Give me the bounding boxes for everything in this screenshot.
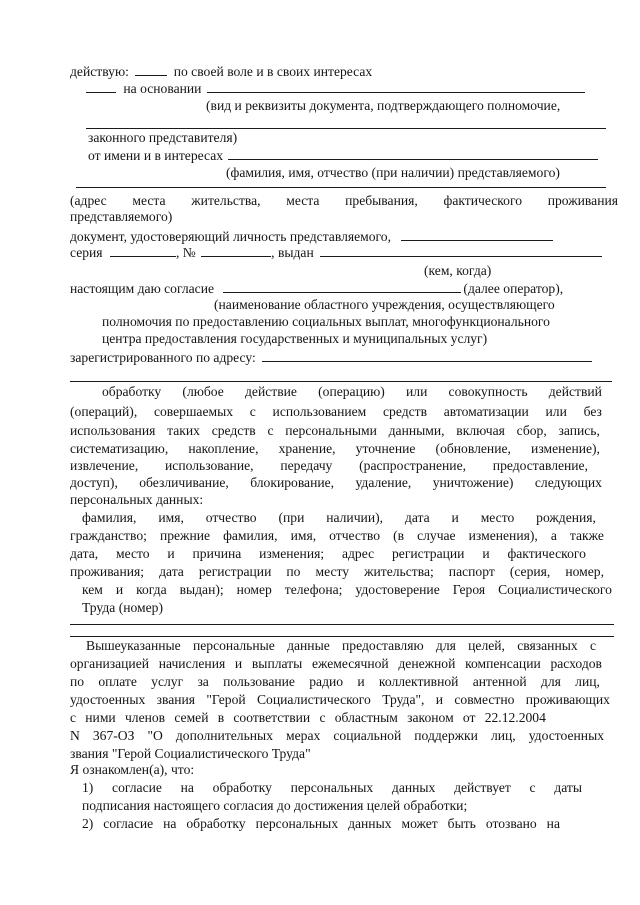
word: и bbox=[234, 656, 243, 671]
additional-data-field-2[interactable] bbox=[70, 636, 614, 637]
word: номер, bbox=[565, 564, 604, 579]
word: передачу bbox=[280, 458, 333, 473]
word: изменения; bbox=[259, 546, 325, 561]
word: места bbox=[132, 193, 166, 208]
word: средств bbox=[211, 423, 256, 438]
word: дата bbox=[404, 510, 430, 525]
word: компенсации bbox=[465, 656, 541, 671]
word: уничтожение) bbox=[432, 475, 514, 490]
word: законом bbox=[407, 710, 454, 725]
word: причина bbox=[192, 546, 242, 561]
word: данных bbox=[391, 780, 436, 795]
word: по bbox=[70, 674, 85, 689]
word: (адрес bbox=[70, 193, 107, 208]
data-list-line-5 bbox=[82, 582, 612, 598]
word: фамилия, bbox=[82, 510, 137, 525]
word: на bbox=[180, 780, 194, 795]
word: социальной bbox=[333, 728, 402, 743]
word: (обновление, bbox=[435, 441, 511, 456]
passport-line bbox=[70, 244, 602, 261]
word: 22.12.2004 bbox=[484, 710, 546, 725]
word: на bbox=[163, 816, 177, 831]
word: с bbox=[249, 404, 256, 419]
word: согласие bbox=[112, 780, 162, 795]
word: и bbox=[435, 692, 444, 707]
represented-address-field[interactable] bbox=[76, 187, 606, 188]
word: (в bbox=[393, 528, 405, 543]
word: и bbox=[451, 510, 459, 525]
word: сбор, bbox=[516, 423, 547, 438]
word: с bbox=[589, 638, 596, 653]
word: для bbox=[540, 674, 561, 689]
legal-representative-hint: законного представителя) bbox=[88, 130, 238, 145]
word: лиц, bbox=[575, 674, 600, 689]
registered-address-field-line-2[interactable] bbox=[70, 381, 612, 382]
purpose-line-1 bbox=[86, 638, 596, 654]
word: телефона; bbox=[284, 582, 343, 597]
word: с bbox=[267, 423, 274, 438]
purpose-line-4 bbox=[70, 692, 610, 708]
purpose-line-5 bbox=[70, 710, 546, 726]
registered-address-label: зарегистрированного по адресу: bbox=[70, 350, 256, 365]
additional-data-field-1[interactable] bbox=[70, 624, 614, 625]
word: соответствии bbox=[233, 710, 311, 725]
word: услуг bbox=[151, 674, 184, 689]
word: действий bbox=[548, 384, 602, 399]
word: за bbox=[197, 674, 209, 689]
word: дата bbox=[159, 564, 184, 579]
word: следующих bbox=[534, 475, 602, 490]
data-list-line-1 bbox=[82, 510, 596, 526]
word: лиц, bbox=[490, 728, 516, 743]
processing-line-6 bbox=[70, 475, 602, 491]
word: выплаты bbox=[251, 656, 303, 671]
word: удаление, bbox=[355, 475, 412, 490]
word: персональные bbox=[193, 638, 275, 653]
word: коллективной bbox=[378, 674, 459, 689]
word: рождения, bbox=[536, 510, 596, 525]
word: систематизацию, bbox=[70, 441, 169, 456]
word: действует bbox=[454, 780, 511, 795]
purpose-line-3 bbox=[70, 674, 600, 690]
word: расходов bbox=[550, 656, 602, 671]
word: место bbox=[115, 546, 150, 561]
word: паспорт bbox=[448, 564, 495, 579]
consent-label: настоящим даю согласие bbox=[70, 281, 215, 296]
word: включая bbox=[456, 423, 505, 438]
registered-address-line bbox=[70, 349, 592, 366]
word: фамилия, bbox=[223, 528, 278, 543]
operator-hint-1: (наименование областного учреждения, осуществляющего bbox=[214, 297, 555, 312]
word: совершаемых bbox=[153, 404, 234, 419]
word: случае bbox=[417, 528, 456, 543]
word: и bbox=[482, 546, 490, 561]
processing-line-3 bbox=[70, 423, 600, 439]
word: уточнение bbox=[355, 441, 416, 456]
word: с bbox=[319, 710, 326, 725]
word: семей bbox=[174, 710, 209, 725]
word: (серия, bbox=[509, 564, 551, 579]
word: предоставляю bbox=[342, 638, 424, 653]
word: проживающих bbox=[525, 692, 610, 707]
word: выдан); bbox=[179, 582, 224, 597]
word: фактического bbox=[443, 193, 522, 208]
word: областным bbox=[334, 710, 398, 725]
basis-hint: (вид и реквизиты документа, подтверждающего полномочие, bbox=[206, 98, 561, 113]
word: действие bbox=[245, 384, 297, 399]
word: (распространение, bbox=[359, 458, 466, 473]
word: регистрации bbox=[391, 546, 465, 561]
word: проживания; bbox=[70, 564, 145, 579]
word: (операций), bbox=[70, 404, 138, 419]
word: персональных bbox=[290, 780, 374, 795]
word: (любое bbox=[182, 384, 224, 399]
consent-line bbox=[70, 280, 563, 297]
word: таких bbox=[167, 423, 200, 438]
word: ежемесячной bbox=[311, 656, 389, 671]
word: "Герой bbox=[206, 692, 246, 707]
word: персональными bbox=[285, 423, 377, 438]
word: по bbox=[286, 564, 301, 579]
word: кем bbox=[82, 582, 103, 597]
word: использование, bbox=[165, 458, 254, 473]
series-label: серия bbox=[70, 245, 103, 260]
word: обработку bbox=[102, 384, 162, 399]
word: извлечение, bbox=[70, 458, 139, 473]
acting-line bbox=[70, 63, 372, 80]
word: N bbox=[70, 728, 80, 743]
word: хранение, bbox=[278, 441, 336, 456]
word: жительства, bbox=[191, 193, 261, 208]
word: наличии), bbox=[326, 510, 384, 525]
word: с bbox=[70, 710, 77, 725]
basis-checkbox-blank[interactable] bbox=[86, 80, 116, 93]
word: может bbox=[401, 816, 438, 831]
word: обработку bbox=[212, 780, 272, 795]
data-list-line-2 bbox=[70, 528, 604, 544]
basis-field-line-2[interactable] bbox=[86, 128, 606, 129]
word: отозвано bbox=[485, 816, 537, 831]
word: или bbox=[406, 384, 428, 399]
processing-line-7: персональных данных: bbox=[70, 492, 204, 507]
word: (при bbox=[278, 510, 305, 525]
item-1-line-2: подписания настоящего согласия до достижения целей обработки; bbox=[82, 798, 468, 813]
word: поддержки bbox=[414, 728, 478, 743]
word: согласие bbox=[103, 816, 154, 831]
word: удостоенных bbox=[70, 692, 146, 707]
word: начисления bbox=[158, 656, 226, 671]
address-hint-line bbox=[70, 193, 618, 209]
word: отчество bbox=[205, 510, 257, 525]
data-list-line-6: Труда (номер) bbox=[82, 600, 163, 615]
processing-line-1 bbox=[102, 384, 602, 400]
word: использования bbox=[70, 423, 156, 438]
word: Труда", bbox=[382, 692, 425, 707]
operator-hint-3: центра предоставления государственных и муниципальных услуг) bbox=[102, 331, 488, 346]
word: проживания bbox=[547, 193, 618, 208]
word: когда bbox=[136, 582, 167, 597]
word: денежной bbox=[398, 656, 456, 671]
word: 1) bbox=[82, 780, 94, 795]
word: "О bbox=[147, 728, 163, 743]
word: дата, bbox=[70, 546, 99, 561]
word: гражданство; bbox=[70, 528, 147, 543]
id-document-field[interactable] bbox=[401, 228, 553, 241]
word: (операцию) bbox=[318, 384, 385, 399]
word: месту bbox=[315, 564, 350, 579]
word: и bbox=[115, 582, 124, 597]
basis-label: на основании bbox=[123, 81, 202, 96]
acting-label: действую: bbox=[70, 64, 129, 79]
word: номер bbox=[236, 582, 272, 597]
word: изменение), bbox=[531, 441, 600, 456]
item-1-line-1 bbox=[82, 780, 582, 796]
purpose-line-2 bbox=[70, 656, 602, 672]
issued-label: , выдан bbox=[271, 245, 314, 260]
word: быть bbox=[447, 816, 476, 831]
processing-line-4 bbox=[70, 441, 600, 457]
issued-by-field[interactable] bbox=[320, 244, 602, 257]
id-document-line bbox=[70, 228, 553, 245]
word: антенной bbox=[472, 674, 527, 689]
series-field[interactable] bbox=[110, 244, 176, 257]
word: без bbox=[583, 404, 602, 419]
word: оплате bbox=[98, 674, 137, 689]
word: радио bbox=[309, 674, 344, 689]
basis-line bbox=[86, 80, 585, 97]
processing-line-5 bbox=[70, 458, 588, 474]
word: пребывания, bbox=[345, 193, 418, 208]
own-will-checkbox-blank[interactable] bbox=[135, 63, 167, 76]
word: использованием bbox=[272, 404, 367, 419]
word: и bbox=[167, 546, 175, 561]
word: даты bbox=[554, 780, 582, 795]
word: с bbox=[529, 780, 536, 795]
word: 367-ОЗ bbox=[92, 728, 135, 743]
word: персональных bbox=[255, 816, 339, 831]
word: удостоенных bbox=[528, 728, 604, 743]
word: Социалистического bbox=[256, 692, 371, 707]
word: регистрации bbox=[198, 564, 272, 579]
word: связанных bbox=[517, 638, 578, 653]
purpose-line-7: звания "Герой Социалистического Труда" bbox=[70, 746, 311, 761]
word: места bbox=[286, 193, 320, 208]
number-field[interactable] bbox=[201, 244, 271, 257]
word: данными, bbox=[388, 423, 445, 438]
processing-line-2 bbox=[70, 404, 602, 420]
own-will-label: по своей воле и в своих интересах bbox=[173, 64, 373, 79]
word: Героя bbox=[452, 582, 486, 597]
word: звания bbox=[156, 692, 196, 707]
word: отчество bbox=[329, 528, 381, 543]
word: автоматизации bbox=[443, 404, 529, 419]
word: 2) bbox=[82, 816, 94, 831]
word: также bbox=[569, 528, 604, 543]
word: от bbox=[462, 710, 476, 725]
id-document-label: документ, удостоверяющий личность представляемого, bbox=[70, 229, 391, 244]
word: адрес bbox=[341, 546, 375, 561]
word: для bbox=[435, 638, 456, 653]
word: совокупность bbox=[448, 384, 528, 399]
word: данных bbox=[348, 816, 392, 831]
issued-by-hint: (кем, когда) bbox=[424, 263, 492, 278]
word: мерах bbox=[286, 728, 321, 743]
word: в bbox=[217, 710, 225, 725]
word: прежние bbox=[159, 528, 211, 543]
word: доступ), bbox=[70, 475, 118, 490]
registered-address-field[interactable] bbox=[262, 349, 592, 362]
purpose-line-6 bbox=[70, 728, 604, 744]
word: изменения), bbox=[468, 528, 538, 543]
acknowledged-line: Я ознакомлен(а), что: bbox=[70, 762, 195, 777]
word: средств bbox=[383, 404, 428, 419]
word: целей, bbox=[468, 638, 505, 653]
word: членов bbox=[124, 710, 166, 725]
operator-label: (далее оператор), bbox=[463, 281, 564, 296]
word: блокирование, bbox=[250, 475, 335, 490]
represented-name-field[interactable] bbox=[228, 147, 598, 160]
word: удостоверение bbox=[355, 582, 440, 597]
on-behalf-line bbox=[88, 147, 598, 164]
word: или bbox=[545, 404, 567, 419]
word: запись, bbox=[558, 423, 600, 438]
on-behalf-label: от имени и в интересах bbox=[88, 148, 224, 163]
word: Социалистического bbox=[498, 582, 612, 597]
basis-field[interactable] bbox=[207, 80, 585, 93]
word: предоставление, bbox=[492, 458, 588, 473]
word: жительства; bbox=[364, 564, 434, 579]
operator-field[interactable] bbox=[223, 280, 461, 293]
data-list-line-3 bbox=[70, 546, 586, 562]
item-2-line-1 bbox=[82, 816, 560, 832]
word: а bbox=[550, 528, 557, 543]
word: организацией bbox=[70, 656, 150, 671]
word: пользование bbox=[223, 674, 295, 689]
number-label: , № bbox=[175, 245, 196, 260]
word: данные bbox=[287, 638, 330, 653]
word: обезличивание, bbox=[139, 475, 229, 490]
word: место bbox=[480, 510, 515, 525]
word: и bbox=[357, 674, 365, 689]
data-list-line-4 bbox=[70, 564, 604, 580]
operator-hint-2: полномочия по предоставлению социальных выплат, многофункционального bbox=[102, 314, 550, 329]
word: совместно bbox=[454, 692, 515, 707]
address-hint-end: представляемого) bbox=[70, 209, 173, 224]
word: обработку bbox=[186, 816, 246, 831]
word: Вышеуказанные bbox=[86, 638, 181, 653]
word: имя, bbox=[290, 528, 317, 543]
represented-name-hint: (фамилия, имя, отчество (при наличии) представляемого) bbox=[226, 165, 560, 180]
word: дополнительных bbox=[175, 728, 273, 743]
word: на bbox=[546, 816, 560, 831]
word: накопление, bbox=[188, 441, 259, 456]
word: ними bbox=[85, 710, 116, 725]
word: имя, bbox=[158, 510, 184, 525]
word: фактического bbox=[507, 546, 586, 561]
